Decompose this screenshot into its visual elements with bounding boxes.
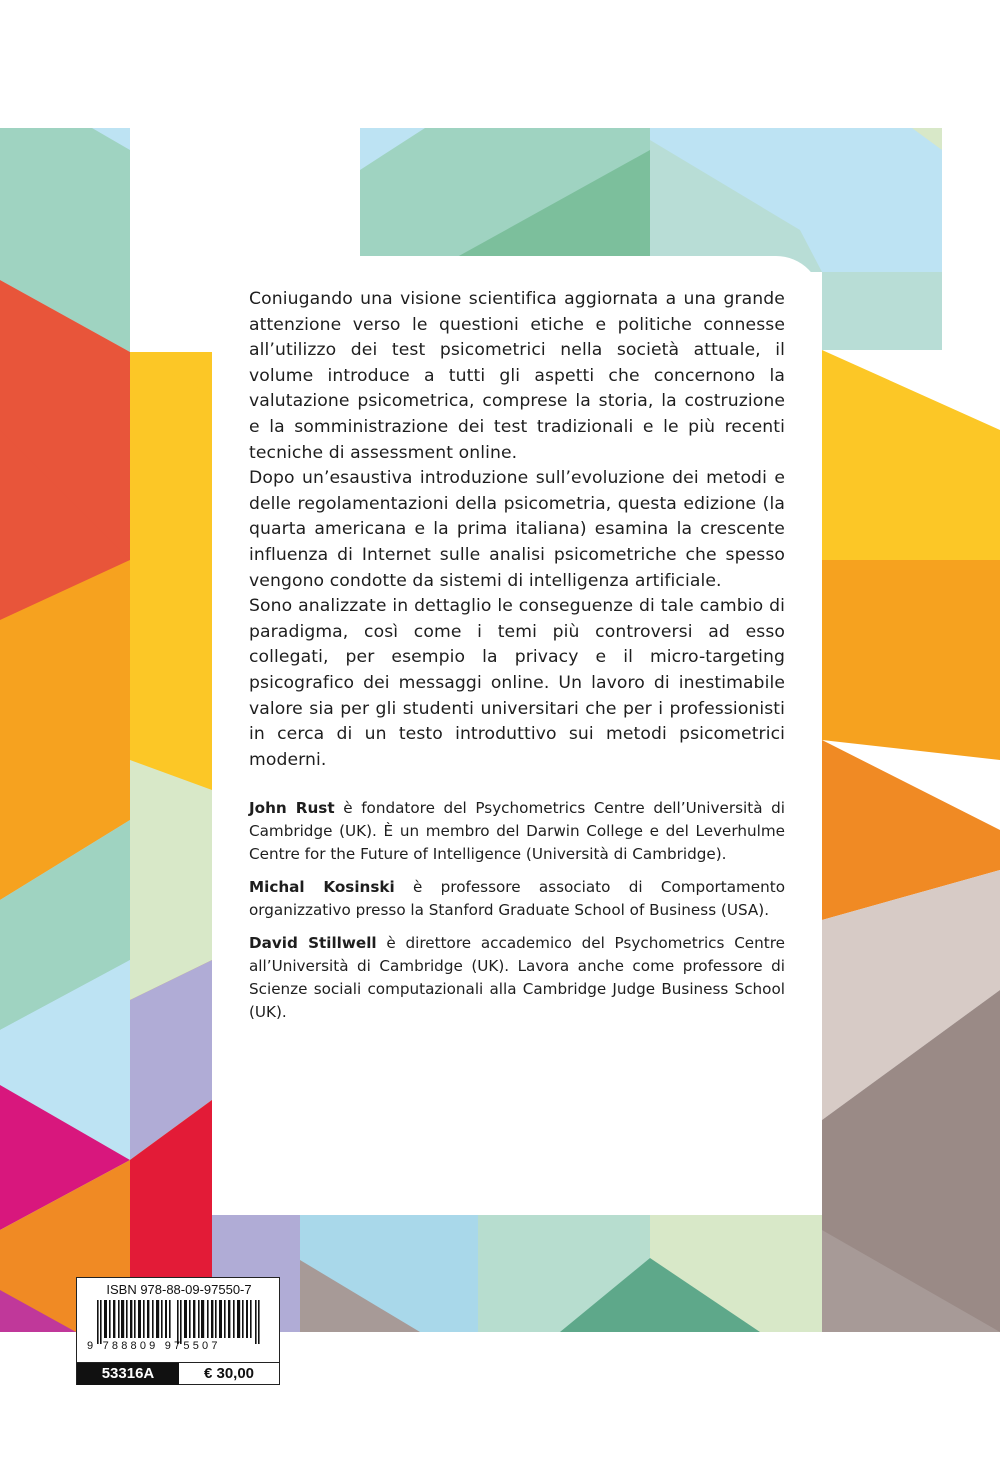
author-name: John Rust bbox=[249, 799, 335, 818]
author-bio-text: è fondatore del Psychometrics Centre dell’Università di Cambridge (UK). È un membro del Darwin College e del Leverhulme Centre for the Future of Intelligence (Università di Cambridge). bbox=[249, 799, 785, 864]
author-bio bbox=[249, 797, 785, 866]
price-row bbox=[77, 1362, 279, 1385]
back-cover-text bbox=[249, 287, 785, 1034]
blurb bbox=[249, 287, 785, 773]
author-bio-text: è professore associato di Comportamento organizzativo presso la Stanford Graduate School of Business (USA). bbox=[249, 878, 786, 920]
blurb-paragraph: Dopo un’esaustiva introduzione sull’evoluzione dei metodi e delle regolamentazioni della psicometria, questa edizione (la quarta americana e la prima italiana) esamina la crescente influenza di Internet sulle analisi psicometriche che spesso vengono condotte da sistemi di intelligenza artificiale. bbox=[249, 468, 785, 591]
author-bios bbox=[249, 797, 785, 1024]
author-name: David Stillwell bbox=[249, 934, 377, 953]
isbn-text: ISBN 978-88-09-97550-7 bbox=[106, 1282, 252, 1297]
barcode-digits: 9 788809 975507 bbox=[87, 1340, 221, 1352]
blurb-paragraph: Sono analizzate in dettaglio le conseguenze di tale cambio di paradigma, così come i temi più controversi ad esso collegati, per esempio la privacy e il micro-targeting psicografico dei messaggi online. Un lavoro di inestimabile valore sia per gli studenti universitari che per i professionisti in cerca di un testo introduttivo sui metodi psicometrici moderni. bbox=[249, 596, 785, 770]
barcode-label bbox=[76, 1277, 280, 1385]
author-name: Michal Kosinski bbox=[249, 878, 395, 897]
author-bio bbox=[249, 932, 785, 1024]
barcode-bars bbox=[97, 1300, 267, 1344]
author-bio-text: è direttore accademico del Psychometrics Centre all’Università di Cambridge (UK). Lavora anche come professore di Scienze sociali computazionali alla Cambridge Judge Business School (UK). bbox=[249, 934, 785, 1022]
author-bio bbox=[249, 876, 785, 922]
price: € 30,00 bbox=[203, 1365, 255, 1382]
product-code: 53316A bbox=[77, 1363, 179, 1385]
blurb-paragraph: Coniugando una visione scientifica aggiornata a una grande attenzione verso le questioni etiche e politiche connesse all’utilizzo dei test psicometrici nella società attuale, il volume introduce a tutti gli aspetti che concernono la valutazione psicometrica, comprese la storia, la costruzione e la somministrazione dei test tradizionali e le più recenti tecniche di assessment online. bbox=[249, 289, 785, 463]
